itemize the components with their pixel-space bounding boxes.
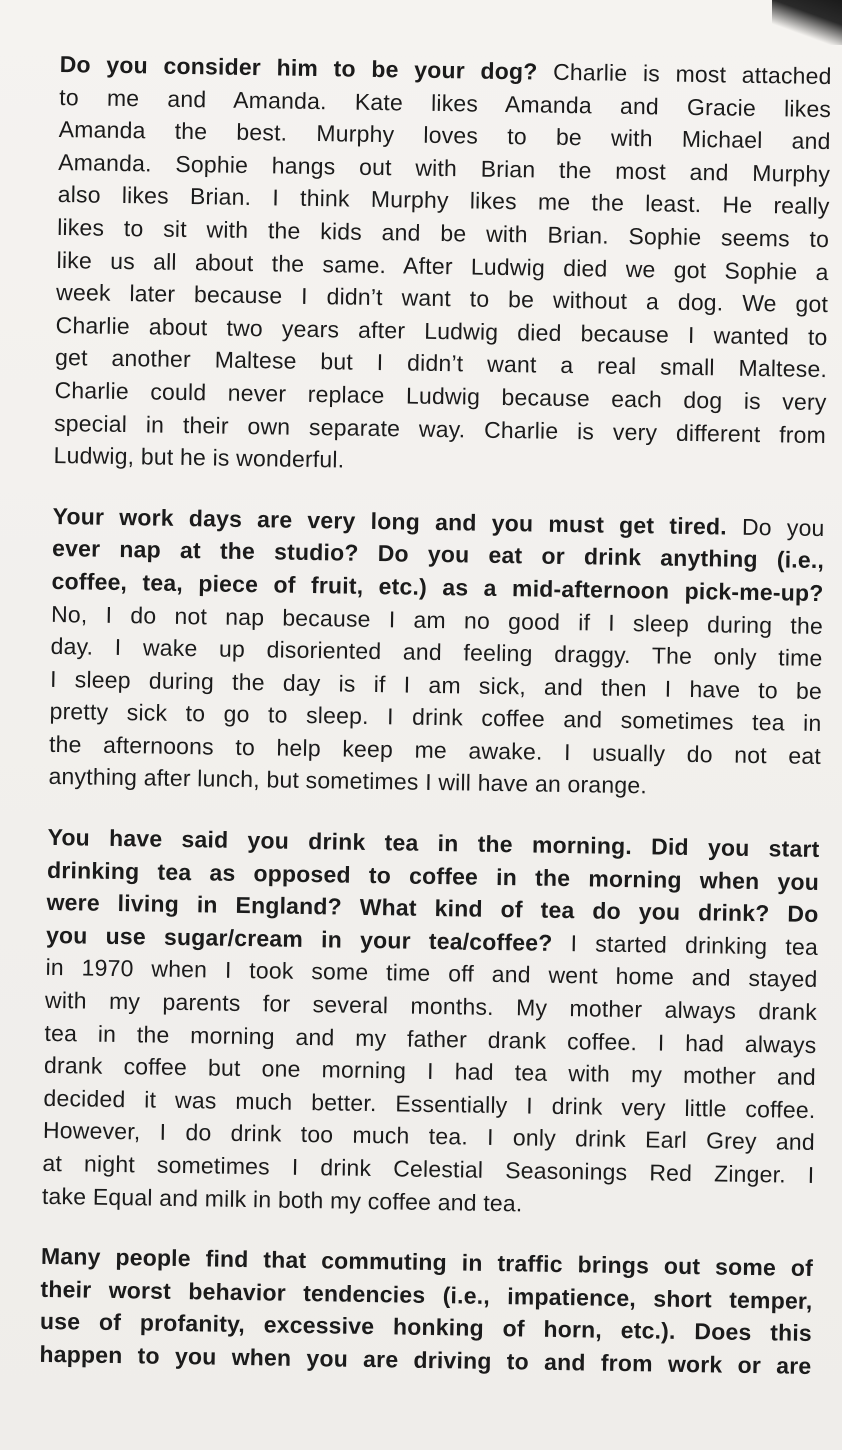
answer-text: Do you [726,513,825,541]
question-text: happen to you when you are driving to and from work or are [39,1340,812,1379]
answer-text: tea in the morning and my father drank coffee. I had always [44,1019,817,1058]
qa-paragraph [48,500,825,805]
answer-text: Amanda. Sophie hangs out with Brian the most and Murphy [58,148,831,187]
qa-paragraph [53,48,832,484]
question-text: were living in England? What kind of tea do you drink? Do [46,889,819,928]
answer-text: I started drinking tea [552,929,819,960]
answer-text: drank coffee but one morning I had tea with my mother and [43,1052,817,1091]
qa-paragraph [42,821,820,1224]
answer-text: get another Maltese but I didn’t want a real small Maltese. [54,344,828,383]
answer-text: Ludwig, but he is wonderful. [53,442,345,473]
question-text: their worst behavior tendencies (i.e., impatience, short temper, [40,1275,813,1314]
qa-paragraph [39,1240,813,1382]
answer-text: special in their own separate way. Charlie is very different from [53,409,827,448]
answer-text: Charlie about two years after Ludwig died because I wanted to [55,311,828,350]
question-text: You have said you drink tea in the morning. Did you start [47,823,820,863]
page-corner-shadow [772,0,842,45]
question-text: Your work days are very long and you must get tired. [52,502,728,540]
answer-text: with my parents for several months. My mother always drank [44,986,818,1026]
question-text: use of profanity, excessive honking of horn, etc.). Does this [39,1308,813,1347]
answer-text: at night sometimes I drink Celestial Seasonings Red Zinger. I [42,1149,815,1188]
answer-text: day. I wake up disoriented and feeling draggy. The only time [50,633,823,672]
answer-text: pretty sick to go to sleep. I drink coffee and sometimes tea in [49,698,822,737]
question-text: ever nap at the studio? Do you eat or drink anything (i.e., [51,535,825,574]
answer-text: No, I do not nap because I am no good if I sleep during the [50,600,824,639]
answer-text: Charlie is most attached [537,58,832,90]
question-text: Many people find that commuting in traffic brings out some of [40,1243,814,1282]
answer-text: I sleep during the day is if I am sick, and then I have to be [49,665,823,704]
answer-text: to me and Amanda. Kate likes Amanda and Gracie likes [59,83,832,122]
answer-text: decided it was much better. Essentially I drink very little coffee. [43,1084,816,1123]
question-text: you use sugar/cream in your tea/coffee? [45,921,553,956]
answer-text: like us all about the same. After Ludwig died we got Sophie a [56,246,829,285]
question-text: coffee, tea, piece of fruit, etc.) as a mid-afternoon pick-me-up? [51,567,824,606]
answer-text: take Equal and milk in both my coffee and tea. [41,1182,523,1216]
answer-text: also likes Brian. I think Murphy likes me the least. He really [57,181,830,220]
answer-text: week later because I didn’t want to be without a dog. We got [55,279,829,318]
answer-text: anything after lunch, but sometimes I will have an orange. [48,763,648,799]
question-text: drinking tea as opposed to coffee in the morning when you [46,856,820,895]
answer-text: the afternoons to help keep me awake. I usually do not eat [48,730,822,769]
answer-text: Charlie could never replace Ludwig because each dog is very [54,376,827,416]
answer-text: in 1970 when I took some time off and went home and stayed [45,954,818,993]
question-text: Do you consider him to be your dog? [59,50,538,85]
interview-text [39,48,832,1411]
answer-text: likes to sit with the kids and be with Brian. Sophie seems to [56,213,830,253]
answer-text: However, I do drink too much tea. I only drink Earl Grey and [42,1117,816,1156]
answer-text: Amanda the best. Murphy loves to be with Michael and [58,116,831,155]
